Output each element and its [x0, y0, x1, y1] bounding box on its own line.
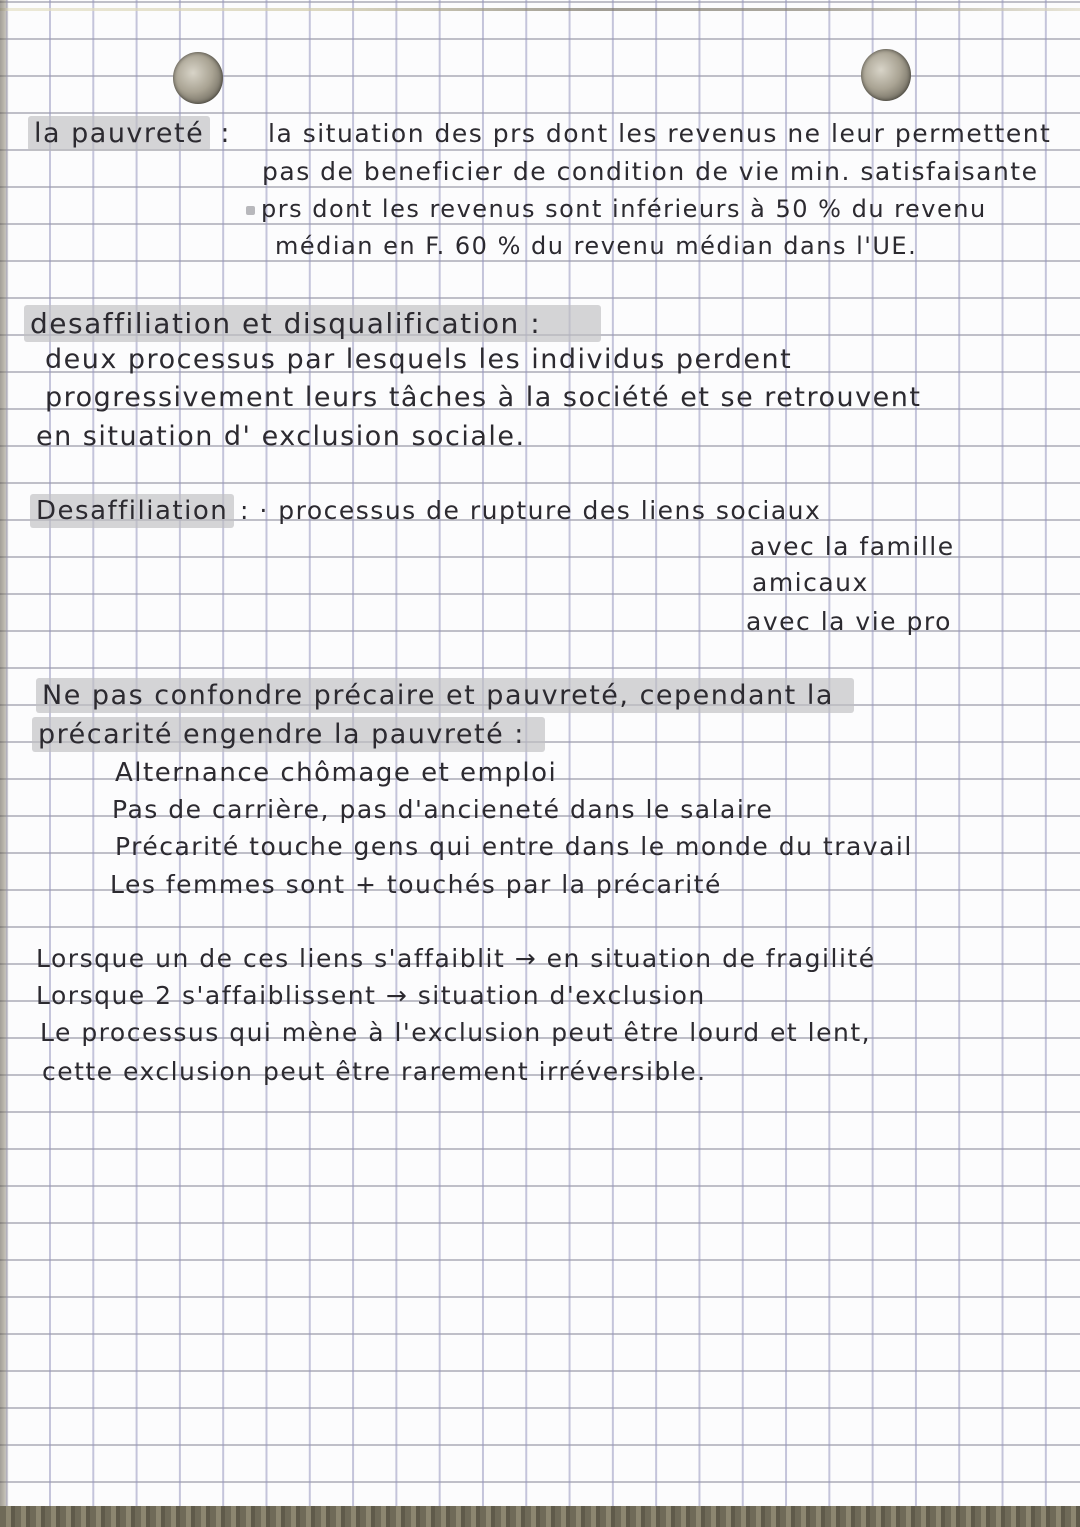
highlighted-term: la pauvreté	[28, 116, 210, 151]
exclusion-line-2: Lorsque 2 s'affaiblissent → situation d'exclusion	[36, 981, 706, 1010]
highlighted-title: Ne pas confondre précaire et pauvreté, cependant la	[36, 678, 854, 713]
dd-line-3: en situation d' exclusion sociale.	[36, 421, 526, 452]
desaffiliation-line-4: avec la vie pro	[746, 607, 952, 636]
paper-top-edge	[0, 8, 1080, 11]
pauvrete-line-2: pas de beneficier de condition de vie min. satisfaisante	[262, 157, 1039, 186]
section-title-desaffiliation-disqualification	[24, 307, 601, 341]
precarite-item: Alternance chômage et emploi	[115, 758, 558, 788]
precarite-item: Précarité touche gens qui entre dans le monde du travail	[115, 832, 913, 861]
pauvrete-line-1: la situation des prs dont les revenus ne leur permettent	[268, 119, 1052, 148]
dd-line-1: deux processus par lesquels les individus perdent	[45, 344, 793, 375]
highlighted-title: précarité engendre la pauvreté :	[32, 717, 545, 752]
paper-bottom-edge	[0, 1506, 1080, 1527]
precarite-item: Pas de carrière, pas d'ancieneté dans le salaire	[112, 795, 774, 824]
punch-hole-right	[861, 49, 911, 101]
desaffiliation-line-2: avec la famille	[750, 532, 955, 561]
exclusion-line-4: cette exclusion peut être rarement irréversible.	[42, 1057, 707, 1086]
exclusion-line-3: Le processus qui mène à l'exclusion peut être lourd et lent,	[40, 1018, 872, 1047]
pauvrete-line-3-text: prs dont les revenus sont inférieurs à 50 % du revenu	[261, 195, 987, 223]
highlighted-title: desaffiliation et disqualification :	[24, 305, 601, 342]
dd-line-2: progressivement leurs tâches à la société et se retrouvent	[45, 382, 922, 413]
desaffiliation-line-3: amicaux	[752, 568, 869, 597]
desaffiliation-line-1: : · processus de rupture des liens sociaux	[240, 496, 822, 525]
highlighted-term: Desaffiliation	[30, 494, 234, 528]
punch-hole-left	[173, 52, 223, 104]
bullet-dot-icon	[246, 206, 255, 215]
paper-left-edge	[0, 0, 9, 1527]
pauvrete-line-4: médian en F. 60 % du revenu médian dans l'UE.	[275, 232, 918, 260]
term-pauvrete	[28, 117, 231, 151]
term-desaffiliation	[30, 494, 234, 528]
precarite-title-line-1	[36, 679, 854, 713]
precarite-item: Les femmes sont + touchés par la précarité	[110, 870, 722, 899]
exclusion-line-1: Lorsque un de ces liens s'affaiblit → en situation de fragilité	[36, 944, 876, 973]
pauvrete-line-3	[246, 192, 987, 226]
separator: :	[220, 118, 231, 149]
precarite-title-line-2	[32, 718, 545, 752]
